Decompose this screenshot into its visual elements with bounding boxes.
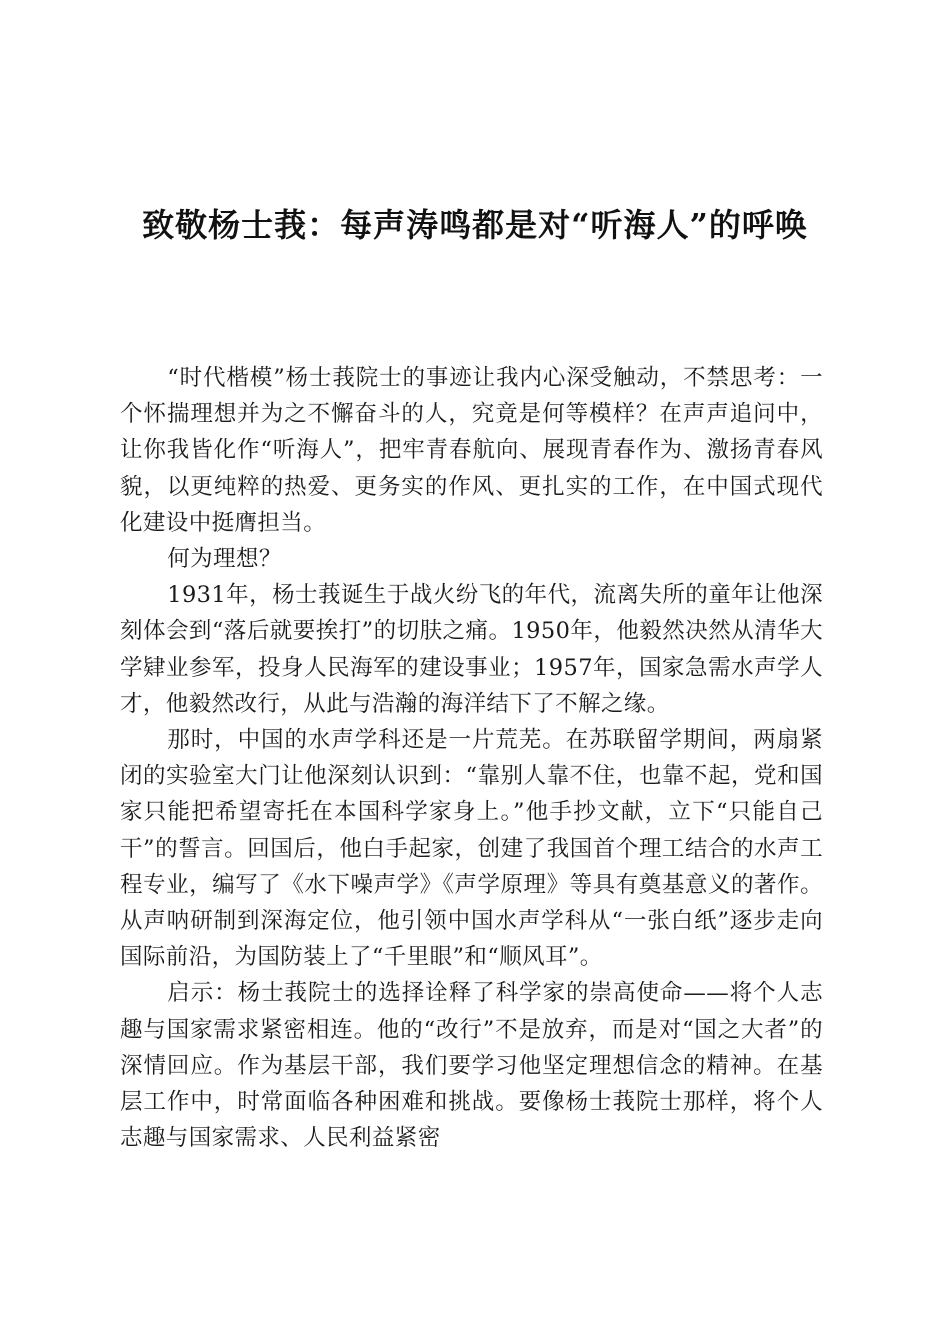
paragraph-question: 何为理想？ bbox=[167, 546, 282, 573]
document-title: 致敬杨士莪：每声涛鸣都是对“听海人”的呼唤 bbox=[142, 206, 808, 244]
paragraph-intro: “时代楷模”杨士莪院士的事迹让我内心深受触动，不禁思考：一个怀揣理想并为之不懈奋斗的人，究竟是何等模样？在声声追问中，让你我皆化作“听海人”，把牢青春航向、展现青春作为、激扬青春风貌，以更纯粹的热爱、更务实的作风、更扎实的工作，在中国式现代化建设中挺膺担当。 bbox=[120, 365, 823, 536]
paragraph-1931: 1931年，杨士莪诞生于战火纷飞的年代，流离失所的童年让他深刻体会到“落后就要挨打”的切肤之痛。1950年，他毅然决然从清华大学肄业参军，投身人民海军的建设事业；1957年，国家急需水声学人才，他毅然改行，从此与浩瀚的海洋结下了不解之缘。 bbox=[120, 582, 823, 717]
paragraph-insight: 启示：杨士莪院士的选择诠释了科学家的崇高使命——将个人志趣与国家需求紧密相连。他的“改行”不是放弃，而是对“国之大者”的深情回应。作为基层干部，我们要学习他坚定理想信念的精神。在基层工作中，时常面临各种困难和挑战。要像杨士莪院士那样，将个人志趣与国家需求、人民利益紧密 bbox=[120, 980, 823, 1152]
document-body bbox=[120, 360, 823, 1156]
paragraph-hydroacoustics: 那时，中国的水声学科还是一片荒芜。在苏联留学期间，两扇紧闭的实验室大门让他深刻认识到：“靠别人靠不住，也靠不起，党和国家只能把希望寄托在本国科学家身上。”他手抄文献，立下“只能自己干”的誓言。回国后，他白手起家，创建了我国首个理工结合的水声工程专业，编写了《水下噪声学》《声学原理》等具有奠基意义的著作。从声呐研制到深海定位，他引领中国水声学科从“一张白纸”逐步走向国际前沿，为国防装上了“千里眼”和“顺风耳”。 bbox=[120, 727, 823, 971]
